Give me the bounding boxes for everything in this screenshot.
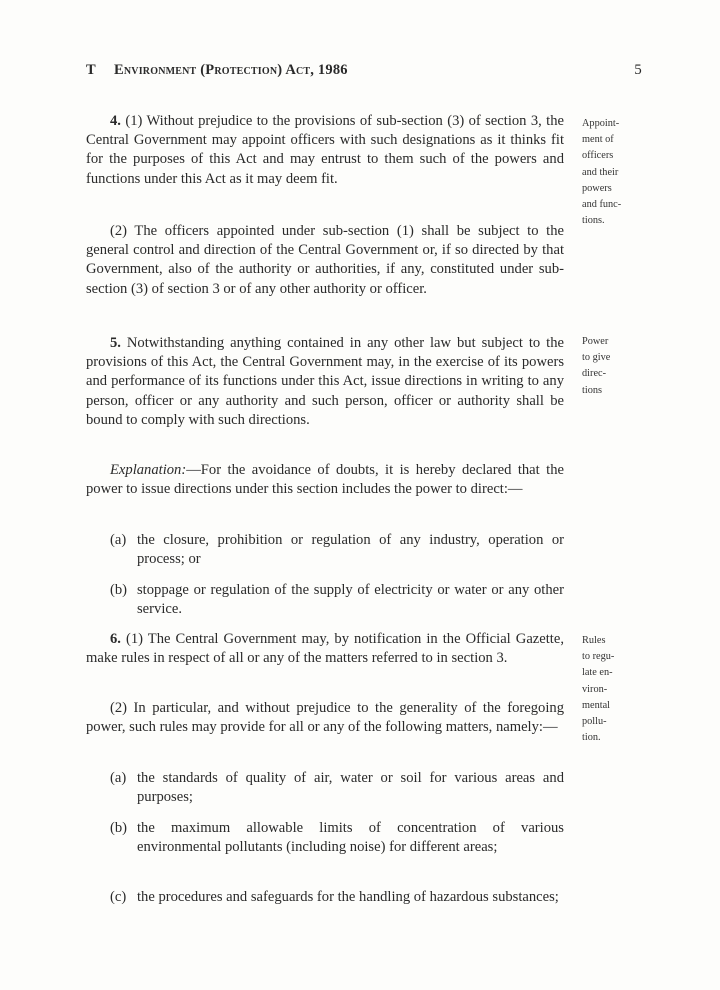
section-6-paragraph-2: (2) In particular, and without prejudice to the generality of the foregoing power, such rules may provide for all or any of the following matters, namely:—: [86, 700, 564, 736]
margin-note-line: Power: [582, 336, 609, 347]
section-5-item-b: [110, 581, 564, 619]
section-6-item-a: [110, 769, 564, 807]
margin-note-section-5: [582, 334, 640, 399]
margin-note-line: and func-: [582, 199, 622, 211]
section-6-item-b: [110, 819, 564, 857]
margin-note-line: tions: [582, 384, 603, 396]
margin-note-line: pollu-: [582, 716, 607, 728]
margin-note-line: officers: [582, 150, 614, 162]
item-label: (a): [110, 532, 127, 548]
page-header: [86, 62, 642, 84]
margin-note-line: ment of: [582, 134, 614, 146]
section-4-paragraph-2: (2) The officers appointed under sub-section (1) shall be subject to the general control and direction of the Central Government or, if so directed by that Government, also of the authority or authorities, if any, constituted under sub-section (3) of section 3 or of any other authority or officer.: [86, 223, 564, 297]
item-text: the procedures and safeguards for the handling of hazardous substances;: [137, 889, 559, 905]
explanation-text: —For the avoidance of doubts, it is hereby declared that the power to issue directions under this section includes the power to direct:—: [86, 462, 564, 498]
margin-note-line: viron-: [582, 683, 608, 695]
section-6-item-c: [110, 888, 564, 907]
item-label: (b): [110, 582, 128, 598]
item-label: (c): [110, 889, 127, 905]
section-6-text-1: (1) The Central Government may, by notification in the Official Gazette, make rules in respect of all or any of the matters referred to in section 3.: [86, 631, 564, 667]
margin-note-section-6: [582, 633, 640, 746]
section-5-item-a: [110, 531, 564, 569]
margin-note-line: Rules: [582, 635, 606, 646]
margin-note-line: and their: [582, 166, 619, 178]
section-5-explanation: [86, 461, 564, 499]
section-4-text-1: (1) Without prejudice to the provisions of sub-section (3) of section 3, the Central Government may appoint officers with such designations as it thinks fit for the purposes of this Act and may entrust to them such of the powers and functions under this Act as it may deem fit.: [86, 113, 564, 187]
margin-note-line: to give: [582, 352, 611, 364]
margin-note-line: direc-: [582, 368, 607, 380]
margin-note-line: Appoint-: [582, 118, 620, 129]
section-6-number: 6.: [110, 631, 121, 647]
section-4-paragraph-1: [86, 112, 564, 189]
item-text: stoppage or regulation of the supply of electricity or water or any other service.: [137, 582, 564, 618]
margin-note-line: to regu-: [582, 651, 615, 663]
section-5-number: 5.: [110, 335, 121, 351]
margin-note-line: mental: [582, 699, 611, 711]
item-label: (a): [110, 770, 127, 786]
item-text: the closure, prohibition or regulation of any industry, operation or process; or: [137, 532, 564, 568]
item-label: (b): [110, 820, 128, 836]
header-marker: T: [86, 62, 96, 78]
margin-note-line: powers: [582, 182, 612, 194]
margin-note-line: tion.: [582, 732, 601, 744]
margin-note-line: late en-: [582, 667, 613, 679]
section-4-number: 4.: [110, 113, 121, 129]
section-5-paragraph-1: [86, 334, 564, 430]
item-text: the standards of quality of air, water or soil for various areas and purposes;: [137, 770, 564, 806]
margin-note-line: tions.: [582, 215, 605, 227]
section-5-text-1: Notwithstanding anything contained in any other law but subject to the provisions of this Act, the Central Government may, in the exercise of its powers and performance of its functions under this Act, issue directions in writing to any person, officer or any authority and such person, officer or authority shall be bound to comply with such directions.: [86, 335, 564, 428]
item-text: the maximum allowable limits of concentration of various environmental pollutants (including noise) for different areas;: [137, 820, 564, 856]
header-title: Environment (Protection) Act, 1986: [114, 62, 348, 78]
page-number: 5: [634, 62, 642, 78]
explanation-label: Explanation:: [110, 462, 187, 478]
margin-note-section-4: [582, 116, 640, 229]
section-6-paragraph-1: [86, 630, 564, 668]
